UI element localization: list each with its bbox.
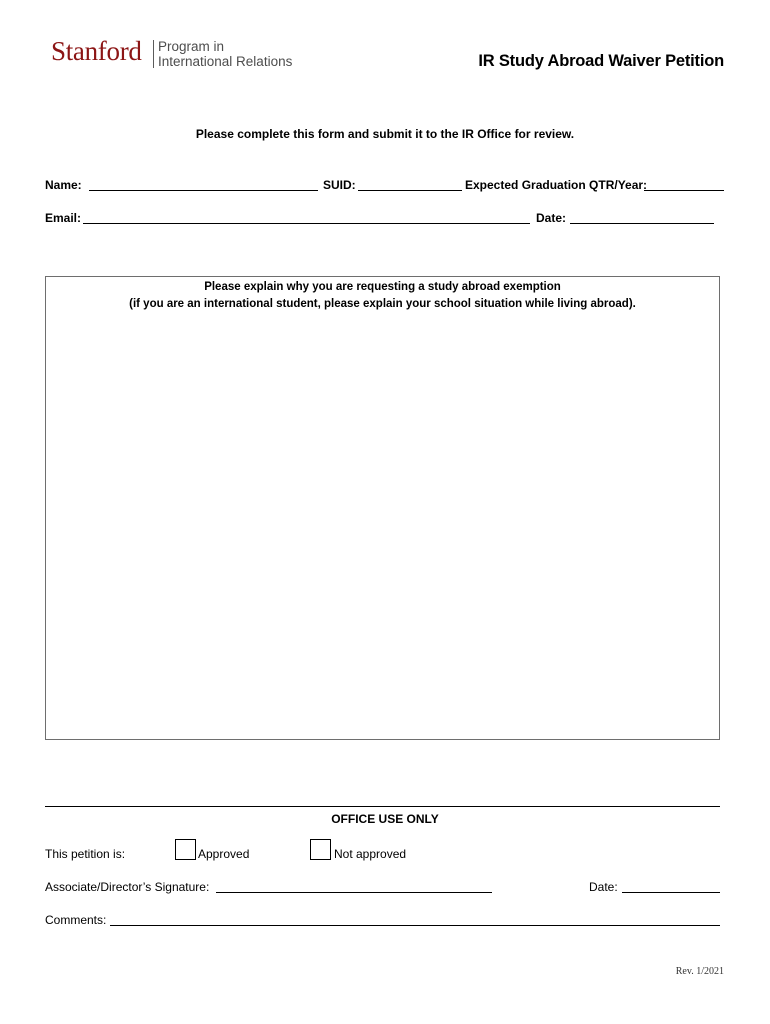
date-field[interactable] [570, 209, 714, 223]
office-use-heading: OFFICE USE ONLY [331, 812, 439, 826]
document-title: IR Study Abroad Waiver Petition [478, 52, 724, 70]
signature-field[interactable] [216, 878, 492, 892]
logo-line-2: International Relations [158, 54, 293, 69]
email-underline [83, 223, 530, 224]
office-date-label: Date: [589, 880, 618, 894]
explanation-prompt-line-1: Please explain why you are requesting a study abroad exemption [204, 281, 561, 293]
graduation-label: Expected Graduation QTR/Year: [465, 178, 648, 192]
logo-program-name [158, 39, 292, 69]
revision-note: Rev. 1/2021 [675, 966, 724, 977]
office-date-underline [622, 892, 720, 893]
signature-underline [216, 892, 492, 893]
petition-status-label: This petition is: [45, 847, 126, 861]
explanation-prompt-line-2: (if you are an international student, please explain your school situation while living abroad). [129, 298, 636, 310]
suid-label: SUID: [323, 178, 356, 192]
name-label: Name: [45, 178, 82, 192]
comments-field[interactable] [110, 911, 720, 925]
office-divider [45, 806, 720, 807]
approved-checkbox[interactable] [175, 839, 196, 860]
date-underline [570, 223, 714, 224]
graduation-underline [644, 190, 724, 191]
not-approved-label: Not approved [334, 847, 407, 861]
date-label: Date: [536, 211, 567, 225]
suid-underline [358, 190, 462, 191]
name-underline [89, 190, 318, 191]
explanation-prompt [45, 279, 720, 313]
office-date-field[interactable] [622, 878, 720, 892]
logo-divider [153, 40, 154, 68]
instruction-text: Please complete this form and submit it to the IR Office for review. [195, 127, 575, 141]
stanford-logo-wordmark: Stanford [51, 36, 142, 66]
email-field[interactable] [83, 209, 530, 223]
approved-label: Approved [198, 847, 250, 861]
suid-field[interactable] [358, 176, 462, 190]
graduation-field[interactable] [644, 176, 724, 190]
comments-underline [110, 925, 720, 926]
logo-line-1: Program in [158, 39, 225, 54]
name-field[interactable] [89, 176, 318, 190]
comments-label: Comments: [45, 913, 107, 927]
not-approved-checkbox[interactable] [310, 839, 331, 860]
signature-label: Associate/Director’s Signature: [45, 880, 210, 894]
email-label: Email: [45, 211, 82, 225]
explanation-textarea[interactable] [52, 318, 717, 736]
